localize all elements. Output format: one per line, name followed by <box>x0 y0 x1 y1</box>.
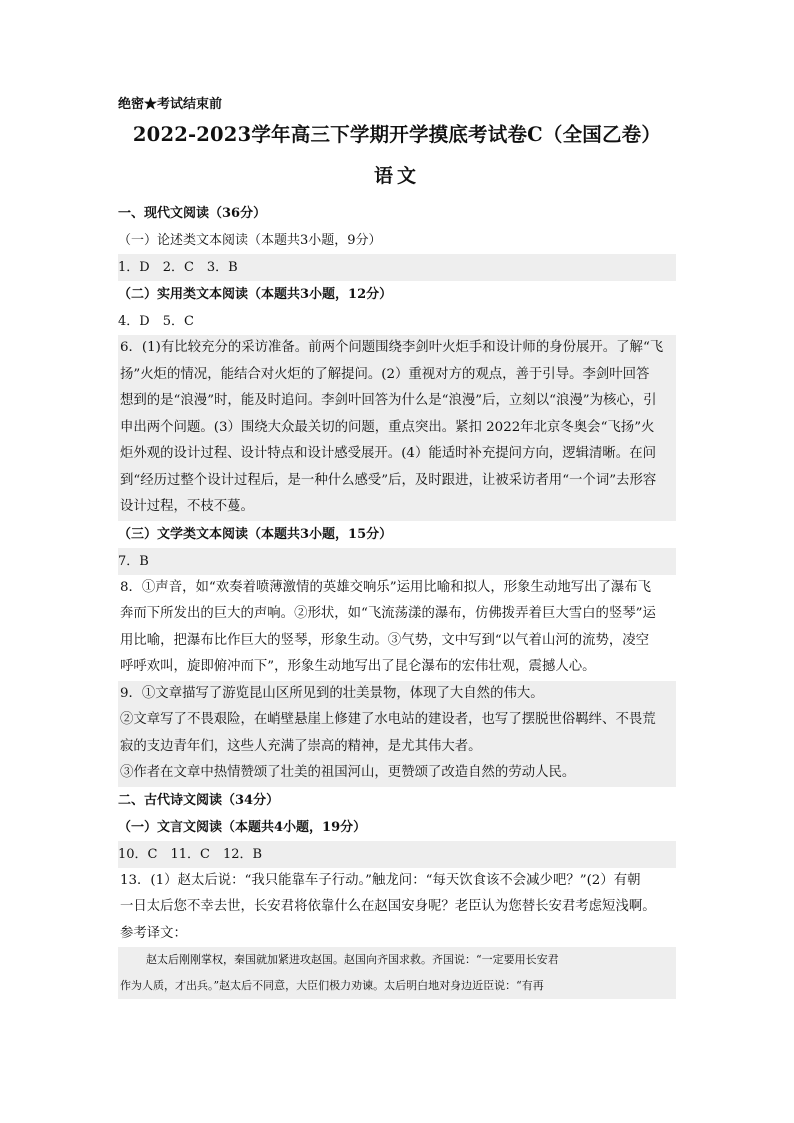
answer-9-line: 寂的支边青年们，这些人充满了崇高的精神，是尤其伟大者。 <box>120 738 482 754</box>
subsection-heading-classical-prose: （一）文言文阅读（本题共4小题，19分） <box>118 819 367 835</box>
answer-13-line: 一日太后您不幸去世，长安君将依靠什么在赵国安身呢？老臣认为您替长安君考虑短浅啊。 <box>120 899 656 914</box>
answer-6-line: 到“经历过整个设计过程后，是一种什么感受”后，及时跟进，让被采访者用“一个词”去形容 <box>120 472 657 488</box>
confidential-label: 绝密★考试结束前 <box>118 97 223 112</box>
exam-title: 2022-2023学年高三下学期开学摸底考试卷C（全国乙卷） <box>132 123 662 146</box>
answer-13 <box>118 868 676 948</box>
translation-line: 赵太后刚刚掌权，秦国就加紧进攻赵国。赵国向齐国求救。齐国说：“一定要用长安君 <box>146 953 559 966</box>
answer-8-line: 呼呼欢叫，旋即俯冲而下”，形象生动地写出了昆仑瀑布的宏伟壮观，震撼人心。 <box>120 659 596 674</box>
answer-6-line: 炬外观的设计过程、设计特点和设计感受展开。(4）能适时补充提问方向，逻辑清晰。在问 <box>120 446 656 461</box>
section-heading-classical: 二、古代诗文阅读（34分） <box>118 792 280 808</box>
translation-line: 作为人质，才出兵。”赵太后不同意，大臣们极力劝谏。太后明白地对身边近臣说：“有再 <box>120 979 544 992</box>
answers-4-5: 4．D 5．C <box>118 314 194 329</box>
answer-13-line: 13．(1）赵太后说：“我只能靠车子行动。”触龙问：“每天饮食该不会减少吧？”(2）有朝 <box>120 872 641 888</box>
answer-6 <box>118 335 676 521</box>
answer-13-line: 参考译文： <box>120 925 187 941</box>
document-content <box>118 92 676 999</box>
subsection-heading-argumentative: （一）论述类文本阅读（本题共3小题，9分） <box>118 233 382 248</box>
section-heading-modern-reading: 一、现代文阅读（36分） <box>118 206 267 221</box>
answer-9-line: ③作者在文章中热情赞颂了壮美的祖国河山，更赞颂了改造自然的劳动人民。 <box>120 765 576 780</box>
answer-6-line: 想到的是“浪漫”时，能及时追问。李剑叶回答为什么是“浪漫”后，立刻以“浪漫”为核心，引 <box>120 393 657 408</box>
answer-7: 7．B <box>118 548 676 575</box>
answer-8-line: 用比喻，把瀑布比作巨大的竖琴，形象生动。③气势，文中写到“以气着山河的流势，凌空 <box>120 632 650 648</box>
subject-title: 语文 <box>373 165 420 187</box>
answer-6-line: 扬”火炬的情况，能结合对火炬的了解提问。(2）重视对方的观点，善于引导。李剑叶回答 <box>120 366 650 382</box>
answers-10-12: 10．C 11．C 12．B <box>118 841 676 868</box>
answer-8-line: 8．①声音，如“欢奏着喷薄激情的英雄交响乐”运用比喻和拟人，形象生动地写出了瀑布飞 <box>120 579 652 595</box>
answer-6-line: 设计过程，不枝不蔓。 <box>120 499 254 514</box>
subsection-heading-literary: （三）文学类文本阅读（本题共3小题，15分） <box>118 526 393 542</box>
answer-8 <box>118 575 676 681</box>
answer-9 <box>118 681 676 787</box>
answer-6-line: 6．(1)有比较充分的采访准备。前两个问题围绕李剑叶火炬手和设计师的身份展开。了解“飞 <box>120 340 664 355</box>
subsection-heading-practical: （二）实用类文本阅读（本题共3小题，12分） <box>118 287 393 302</box>
answer-9-line: ②文章写了不畏艰险，在峭壁悬崖上修建了水电站的建设者，也写了摆脱世俗羁绊、不畏荒 <box>120 712 656 727</box>
reference-translation <box>118 947 676 999</box>
answers-1-3: 1．D 2．C 3．B <box>118 254 676 281</box>
answer-8-line: 奔而下所发出的巨大的声响。②形状，如“飞流荡漾的瀑布，仿佛拨弄着巨大雪白的竖琴”运 <box>120 606 656 621</box>
answer-6-line: 申出两个问题。(3）围绕大众最关切的问题，重点突出。紧扣 2022年北京冬奥会“飞扬”火 <box>120 419 655 435</box>
answer-9-line: 9．①文章描写了游览昆山区所见到的壮美景物，体现了大自然的伟大。 <box>120 685 544 701</box>
